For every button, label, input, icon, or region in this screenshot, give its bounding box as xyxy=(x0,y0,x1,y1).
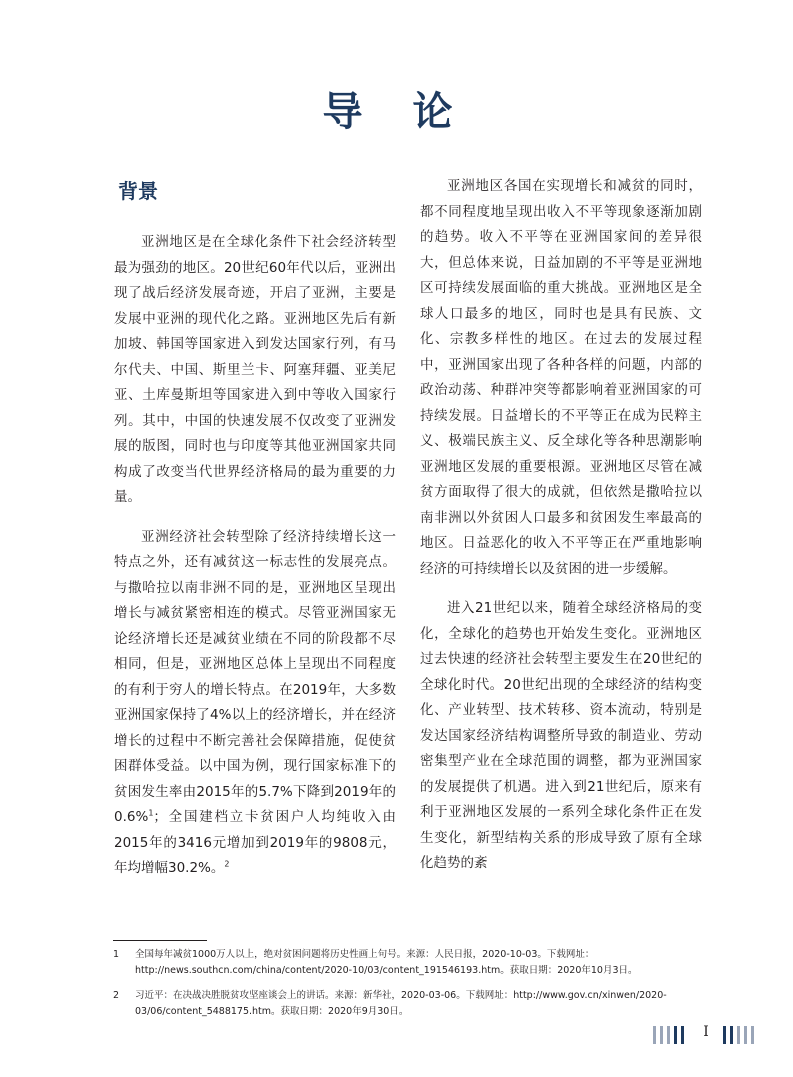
paragraph-text: 亚洲经济社会转型除了经济持续增长这一特点之外，还有减贫这一标志性的发展亮点。与撒哈拉以南非洲不同的是，亚洲地区呈现出增长与减贫紧密相连的模式。尽管亚洲国家无论经济增长还是减贫业绩在不同的阶段都不尽相同，但是，亚洲地区总体上呈现出不同程度的有利于穷人的增长特点。在2019年，大多数亚洲国家保持了4%以上的经济增长，并在经济增长的过程中不断完善社会保障措施，促使贫困群体受益。以中国为例，现行国家标准下的贫困发生率由2015年的5.7%下降到2019年的0.6% xyxy=(114,528,396,825)
paragraph: 亚洲地区各国在实现增长和减贫的同时，都不同程度地呈现出收入不平等现象逐渐加剧的趋势。收入不平等在亚洲国家间的差异很大，但总体来说，日益加剧的不平等是亚洲地区可持续发展面临的重大挑战。亚洲地区是全球人口最多的地区，同时也是具有民族、文化、宗教多样性的地区。在过去的发展过程中，亚洲国家出现了各种各样的问题，内部的政治动荡、种群冲突等都影响着亚洲国家的可持续发展。日益增长的不平等正在成为民粹主义、极端民族主义、反全球化等各种思潮影响亚洲地区发展的重要根源。亚洲地区尽管在减贫方面取得了很大的成就，但依然是撒哈拉以南非洲以外贫困人口最多和贫困发生率最高的地区。日益恶化的收入不平等正在严重地影响经济的可持续增长以及贫困的进一步缓解。 xyxy=(420,178,702,577)
paragraph: 亚洲地区是在全球化条件下社会经济转型最为强劲的地区。20世纪60年代以后，亚洲出现了战后经济发展奇迹，开启了亚洲，主要是发展中亚洲的现代化之路。亚洲地区先后有新加坡、韩国等国家进入到发达国家行列，有马尔代夫、中国、斯里兰卡、阿塞拜疆、亚美尼亚、土库曼斯坦等国家进入到中等收入国家行列。其中，中国的快速发展不仅改变了亚洲发展的版图，同时也与印度等其他亚洲国家共同构成了改变当代世界经济格局的最为重要的力量。 xyxy=(114,234,396,505)
footnote-number: 1 xyxy=(113,949,120,960)
footnote-text: 全国每年减贫1000万人以上，绝对贫困问题将历史性画上句号。来源：人民日报，2020-10-03。下载网址：http://news.southcn.com/china/content/2020-10/03/content_191546193.htm。获取日期：2020年10月3日。 xyxy=(135,949,638,976)
marker-bar xyxy=(751,1026,754,1044)
marker-bar xyxy=(744,1026,747,1044)
footnote-number: 2 xyxy=(113,990,120,1001)
marker-bar xyxy=(723,1026,726,1044)
page-title: 导 论 xyxy=(322,89,471,135)
marker-bar xyxy=(681,1026,684,1044)
right-column xyxy=(420,174,702,891)
marker-bar xyxy=(737,1026,740,1044)
section-heading: 背景 xyxy=(118,179,158,203)
paragraph: 进入21世纪以来，随着全球经济格局的变化，全球化的趋势也开始发生变化。亚洲地区过去快速的经济社会转型主要发生在20世纪的全球化时代。20世纪出现的全球经济的结构变化、产业转型、技术转移、资本流动，特别是发达国家经济结构调整所导致的制造业、劳动密集型产业在全球范围的调整，都为亚洲国家的发展提供了机遇。进入到21世纪后，原来有利于亚洲地区发展的一系列全球化条件正在发生变化，新型结构关系的形成导致了原有全球化趋势的紊 xyxy=(420,600,702,871)
paragraph xyxy=(114,525,396,882)
paragraph-text: ；全国建档立卡贫困户人均纯收入由2015年的3416元增加到2019年的9808元，年均增幅30.2%。 xyxy=(114,809,396,876)
marker-bar xyxy=(653,1026,656,1044)
footnote-text: 习近平：在决战决胜脱贫攻坚座谈会上的讲话。来源：新华社，2020-03-06。下载网址：http://www.gov.cn/xinwen/2020-03/06/content_5488175.htm。获取日期：2020年9月30日。 xyxy=(135,990,667,1017)
marker-bar xyxy=(660,1026,663,1044)
footnote xyxy=(113,988,688,1020)
footnote-ref: 1 xyxy=(148,808,154,818)
left-column xyxy=(114,230,396,896)
marker-bar xyxy=(674,1026,677,1044)
footnote xyxy=(113,947,688,979)
footnote-divider xyxy=(113,940,207,941)
marker-bar xyxy=(730,1026,733,1044)
marker-bar xyxy=(667,1026,670,1044)
footnote-ref: 2 xyxy=(224,859,230,869)
page-number: I xyxy=(703,1024,709,1040)
